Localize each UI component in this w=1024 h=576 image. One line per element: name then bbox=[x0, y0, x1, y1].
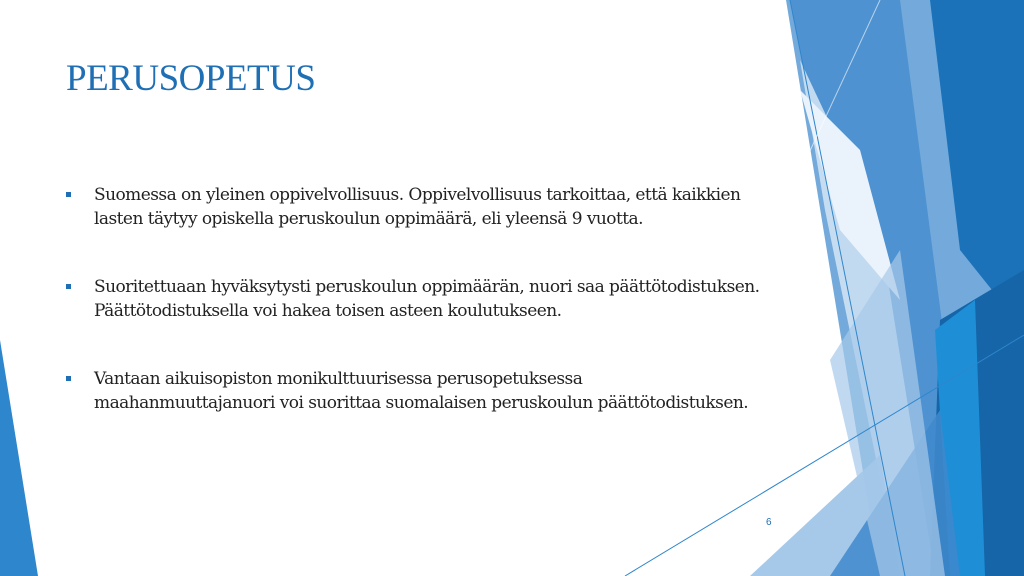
square-bullet-icon bbox=[66, 284, 71, 289]
page-number: 6 bbox=[766, 517, 772, 528]
bullet-text: Vantaan aikuisopiston monikulttuurisessa perusopetuksessa maahanmuuttajanuori voi suorittaa suomalaisen peruskoulun päättötodistuksen. bbox=[94, 369, 749, 413]
bullet-text: Suoritettuaan hyväksytysti peruskoulun oppimäärän, nuori saa päättötodistuksen. Päättötodistuksella voi hakea toisen asteen koulutukseen. bbox=[94, 277, 760, 321]
bullet-item bbox=[66, 276, 766, 323]
bullet-list bbox=[66, 184, 766, 460]
square-bullet-icon bbox=[66, 192, 71, 197]
square-bullet-icon bbox=[66, 376, 71, 381]
bullet-text: Suomessa on yleinen oppivelvollisuus. Oppivelvollisuus tarkoittaa, että kaikkien lasten täytyy opiskella peruskoulun oppimäärä, eli yleensä 9 vuotta. bbox=[94, 185, 741, 229]
bullet-item bbox=[66, 184, 766, 231]
bullet-item bbox=[66, 368, 766, 415]
left-edge-shape bbox=[0, 340, 38, 576]
slide-title: PERUSOPETUS bbox=[66, 58, 316, 99]
